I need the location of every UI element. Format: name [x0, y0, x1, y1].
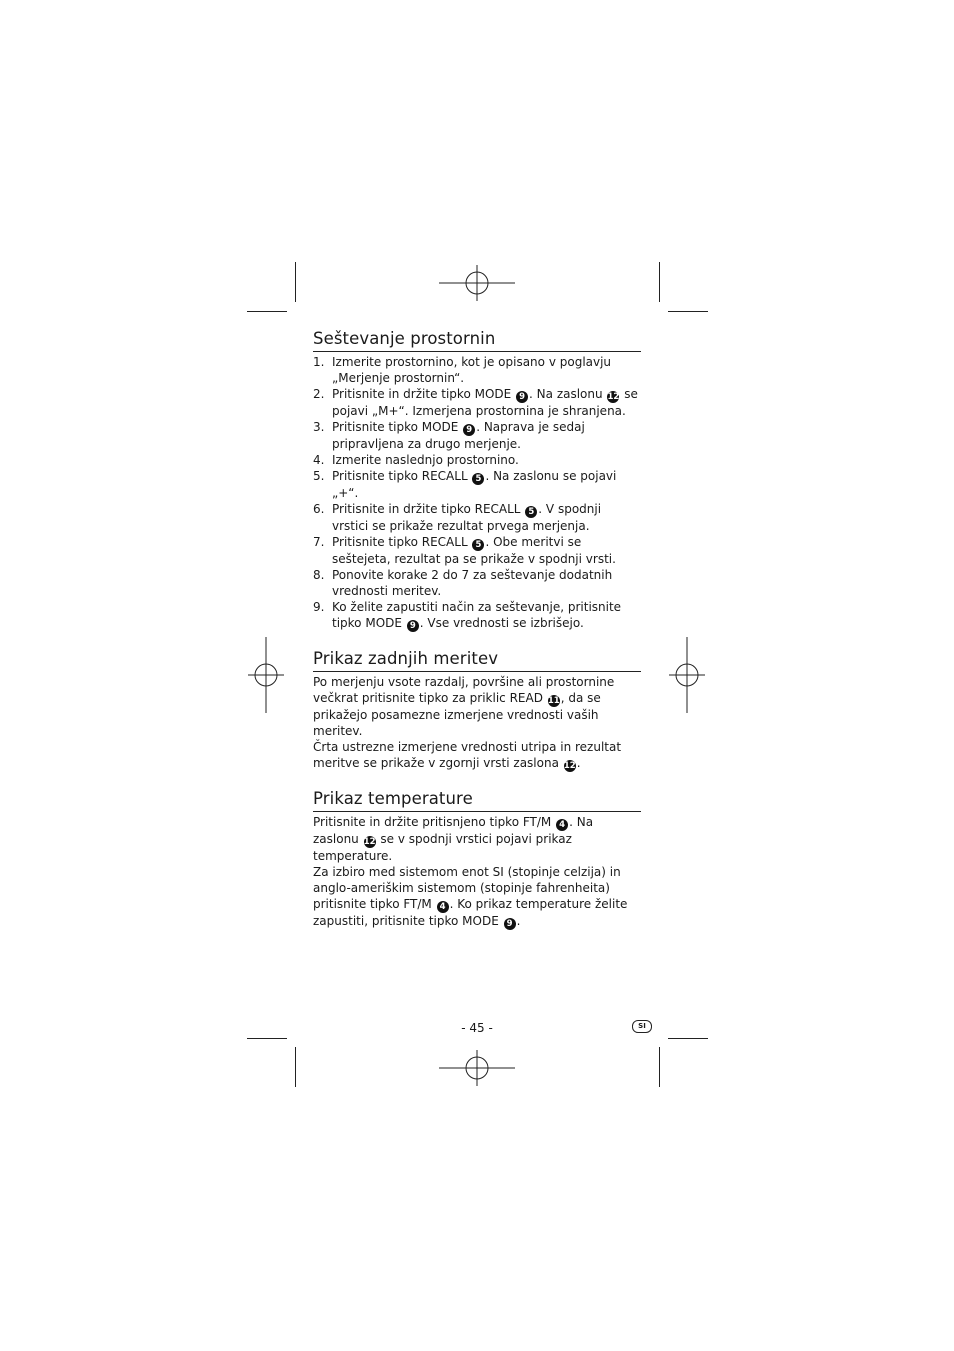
key-number-icon: 11 [547, 696, 560, 706]
key-number-icon: 9 [504, 918, 516, 930]
step-text: Ko želite zapustiti način za seštevanje, pritisnite tipko MODE 9 . Vse vrednosti se izbrišejo. [332, 600, 622, 631]
registration-mark-bottom [439, 1030, 515, 1106]
step-text: Pritisnite in držite tipko MODE 9 . Na zaslonu 12 se pojavi „M+“. Izmerjena prostornina je shranjena. [332, 387, 638, 418]
step-text: Pritisnite tipko RECALL 5 . Na zaslonu se pojavi „+“. [332, 469, 617, 500]
key-number-icon: 5 [525, 506, 537, 518]
step-text: Pritisnite tipko MODE 9 . Naprava je sedaj pripravljena za drugo merjenje. [332, 420, 585, 451]
key-number-icon: 5 [472, 473, 484, 485]
crop-mark [247, 311, 287, 312]
crop-mark [247, 1038, 287, 1039]
step-text: Pritisnite tipko RECALL 5 . Obe meritvi se seštejeta, rezultat pa se prikaže v spodnji vrsti. [332, 535, 616, 566]
crop-mark [668, 311, 708, 312]
list-item [313, 501, 641, 534]
step-number: 5. [313, 469, 325, 483]
paragraph: Pritisnite in držite pritisnjeno tipko FT/M 4 . Na zaslonu 12 se v spodnji vrstici pojavi prikaz temperature. [313, 815, 594, 863]
key-number-icon: 12 [563, 761, 576, 771]
list-item [313, 354, 641, 386]
registration-mark-top [439, 245, 515, 321]
step-text: Ponovite korake 2 do 7 za seštevanje dodatnih vrednosti meritev. [332, 568, 613, 598]
step-text: Izmerite naslednjo prostornino. [332, 453, 519, 467]
section-last-measurements [313, 648, 641, 772]
section-volume-addition [313, 328, 641, 632]
step-number: 4. [313, 453, 325, 467]
key-number-icon: 9 [407, 620, 419, 632]
page-number: - 45 - [461, 1021, 493, 1035]
page-content [313, 324, 641, 930]
step-text: Pritisnite in držite tipko RECALL 5 . V spodnji vrstici se prikaže rezultat prvega merjenja. [332, 502, 602, 533]
section-title: Prikaz temperature [313, 788, 641, 812]
section-title: Seštevanje prostornin [313, 328, 641, 352]
section-title: Prikaz zadnjih meritev [313, 648, 641, 672]
key-number-icon: 9 [463, 424, 475, 436]
key-number-icon: 9 [516, 391, 528, 403]
step-text: Izmerite prostornino, kot je opisano v poglavju „Merjenje prostornin“. [332, 355, 612, 385]
section-temperature [313, 788, 641, 930]
list-item [313, 386, 641, 419]
list-item [313, 567, 641, 599]
step-number: 1. [313, 355, 325, 369]
registration-mark-left [228, 637, 304, 713]
step-number: 9. [313, 600, 325, 614]
paragraph: Po merjenju vsote razdalj, površine ali prostornine večkrat pritisnite tipko za priklic READ 11, da se prikažejo posamezne izmerjene vrednosti vaših meritev. [313, 675, 615, 738]
crop-mark [659, 262, 660, 302]
language-badge: SI [632, 1020, 652, 1033]
list-item [313, 468, 641, 501]
list-item [313, 452, 641, 468]
step-number: 3. [313, 420, 325, 434]
paragraph: Za izbiro med sistemom enot SI (stopinje celzija) in anglo-ameriškim sistemom (stopinje fahrenheita) pritisnite tipko FT/M 4 . Ko prikaz temperature želite zapustiti, pritisnite tipko MODE 9 . [313, 865, 628, 929]
key-number-icon: 12 [607, 392, 620, 402]
step-number: 2. [313, 387, 325, 401]
crop-mark [295, 1047, 296, 1087]
step-number: 8. [313, 568, 325, 582]
key-number-icon: 12 [363, 837, 376, 847]
list-item [313, 419, 641, 452]
crop-mark [668, 1038, 708, 1039]
list-item [313, 534, 641, 567]
key-number-icon: 5 [472, 539, 484, 551]
key-number-icon: 4 [437, 901, 449, 913]
registration-mark-right [649, 637, 725, 713]
step-number: 6. [313, 502, 325, 516]
paragraph: Črta ustrezne izmerjene vrednosti utripa in rezultat meritve se prikaže v zgornji vrsti zaslona 12. [313, 740, 622, 771]
key-number-icon: 4 [556, 819, 568, 831]
crop-mark [659, 1047, 660, 1087]
crop-mark [295, 262, 296, 302]
steps-list [313, 354, 641, 632]
list-item [313, 599, 641, 632]
step-number: 7. [313, 535, 325, 549]
